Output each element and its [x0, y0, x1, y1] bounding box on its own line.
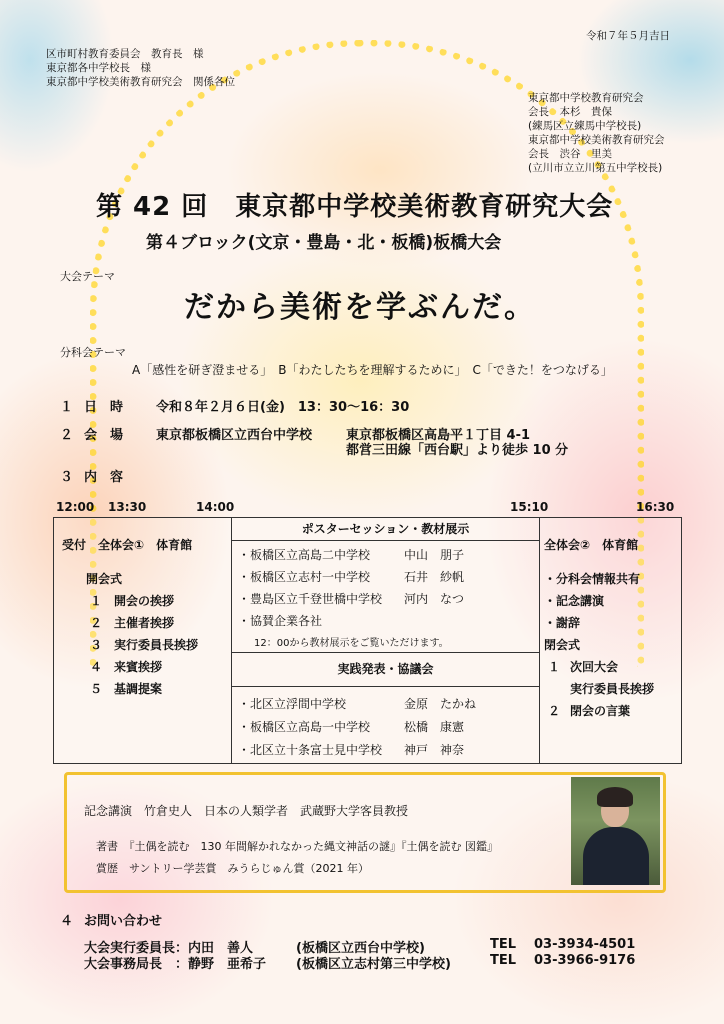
contact-tel: 03-3934-4501: [534, 937, 636, 952]
sender-line: 東京都中学校教育研究会: [528, 92, 644, 104]
contact-label: お問い合わせ: [84, 914, 163, 929]
lecture-books: 著書 『土偶を読む 130 年間解かれなかった縄文神話の謎』『土偶を読む 図鑑』: [96, 840, 498, 853]
item-num: ３: [90, 638, 103, 652]
practice-presenter: 松橋 康憲: [404, 720, 465, 734]
item-text: 来賓挨拶: [114, 660, 163, 674]
practice-presenter: 金原 たかね: [404, 697, 477, 711]
contact-school: (板橋区立西台中学校): [296, 941, 425, 956]
theme-label: 大会テーマ: [60, 270, 115, 283]
sender-line: 東京都中学校美術教育研究会: [528, 134, 665, 146]
lecture-awards: 賞歴 サントリー学芸賞 みうらじゅん賞（2021 年）: [96, 862, 369, 875]
sender-line: (練馬区立練馬中学校長): [528, 120, 642, 132]
time-label: 13:30: [108, 500, 147, 514]
practice-school: ・北区立浮間中学校: [238, 697, 347, 711]
poster-presenter: 石井 紗帆: [404, 570, 465, 584]
tel-label: TEL: [490, 937, 517, 952]
close-text: 次回大会: [570, 660, 619, 674]
recipient-line: 東京都中学校美術教育研究会 関係各位: [46, 76, 235, 88]
poster-session-header: ポスターセッション・教材展示: [232, 518, 539, 541]
time-label: 14:00: [196, 500, 235, 514]
close-num: １: [548, 660, 561, 674]
poster-school: ・板橋区立高島二中学校: [238, 548, 371, 562]
item-text: 実行委員長挨拶: [114, 638, 199, 652]
closing-ceremony: 閉会式: [544, 638, 581, 652]
sender-line: 会長 本杉 貴保: [528, 106, 612, 118]
venue-access: 都営三田線「西台駅」より徒歩 10 分: [346, 443, 569, 458]
item-text: 主催者挨拶: [114, 616, 175, 630]
time-label: 15:10: [510, 500, 549, 514]
item-num: ２: [90, 616, 103, 630]
contact-school: (板橋区立志村第三中学校): [296, 957, 451, 972]
sender-line: 会長 渋谷 里美: [528, 148, 612, 160]
main-title: 第 42 回 東京都中学校美術教育研究大会: [96, 192, 614, 222]
venue-label: 会 場: [84, 428, 124, 443]
lecture-speaker: 記念講演 竹倉史人 日本の人類学者 武蔵野大学客員教授: [84, 804, 409, 818]
venue-name: 東京都板橋区立西台中学校: [156, 428, 313, 443]
practice-presenter: 神戸 神奈: [404, 743, 465, 757]
right-item: ・謝辞: [544, 616, 581, 630]
program-middle-column: [231, 518, 540, 763]
issue-date: 令和７年５月吉日: [586, 30, 670, 42]
right-item: ・記念講演: [544, 594, 605, 608]
poster-presenter: 中山 朋子: [404, 548, 465, 562]
contact-role: 大会事務局長 ：静野 亜希子: [84, 957, 267, 972]
poster-note: 12：00から教材展示をご覧いただけます。: [254, 638, 449, 649]
schedule-label: 日 時: [84, 400, 124, 415]
poster-presenter: 河内 なつ: [404, 592, 465, 606]
venue-address: 東京都板橋区高島平１丁目 4-1: [346, 428, 531, 443]
speaker-photo: [571, 777, 660, 885]
schedule-num: １: [60, 400, 74, 415]
conference-theme: だから美術を学ぶんだ。: [184, 290, 536, 325]
item-text: 開会の挨拶: [114, 594, 175, 608]
item-num: ４: [90, 660, 103, 674]
item-num: ５: [90, 682, 103, 696]
right-header: 全体会② 体育館: [544, 538, 639, 552]
subtheme-label: 分科会テーマ: [60, 346, 126, 359]
opening-ceremony: 開会式: [86, 572, 123, 586]
content-num: ３: [60, 470, 74, 485]
close-num: ２: [548, 704, 561, 718]
practice-school: ・北区立十条富士見中学校: [238, 743, 383, 757]
practice-header: 実践発表・協議会: [232, 652, 539, 687]
poster-school: ・協賛企業各社: [238, 614, 323, 628]
subthemes: A「感性を研ぎ澄ませる」 B「わたしたちを理解するために」 C「できた！をつなげる」: [132, 363, 613, 377]
program-table: [53, 517, 682, 764]
contact-num: ４: [60, 914, 74, 929]
sender-line: (立川市立立川第五中学校長): [528, 162, 663, 174]
item-text: 基調提案: [114, 682, 163, 696]
recipient-line: 区市町村教育委員会 教育長 様: [46, 48, 204, 60]
poster-school: ・豊島区立千登世橋中学校: [238, 592, 383, 606]
poster-school: ・板橋区立志村一中学校: [238, 570, 371, 584]
time-label: 12:00: [56, 500, 95, 514]
item-num: １: [90, 594, 103, 608]
sub-title: 第４ブロック(文京・豊島・北・板橋)板橋大会: [146, 233, 502, 253]
practice-school: ・板橋区立高島一中学校: [238, 720, 371, 734]
contact-tel: 03-3966-9176: [534, 953, 636, 968]
schedule-value: 令和８年２月６日(金) 13：30〜16：30: [156, 400, 410, 415]
contact-role: 大会実行委員長：内田 善人: [84, 941, 254, 956]
recipient-line: 東京都各中学校長 様: [46, 62, 151, 74]
time-label: 16:30: [636, 500, 675, 514]
close-text: 実行委員長挨拶: [570, 682, 655, 696]
venue-num: ２: [60, 428, 74, 443]
close-text: 閉会の言葉: [570, 704, 631, 718]
left-header: 受付 全体会① 体育館: [62, 538, 193, 552]
right-item: ・分科会情報共有: [544, 572, 641, 586]
tel-label: TEL: [490, 953, 517, 968]
content-label: 内 容: [84, 470, 124, 485]
